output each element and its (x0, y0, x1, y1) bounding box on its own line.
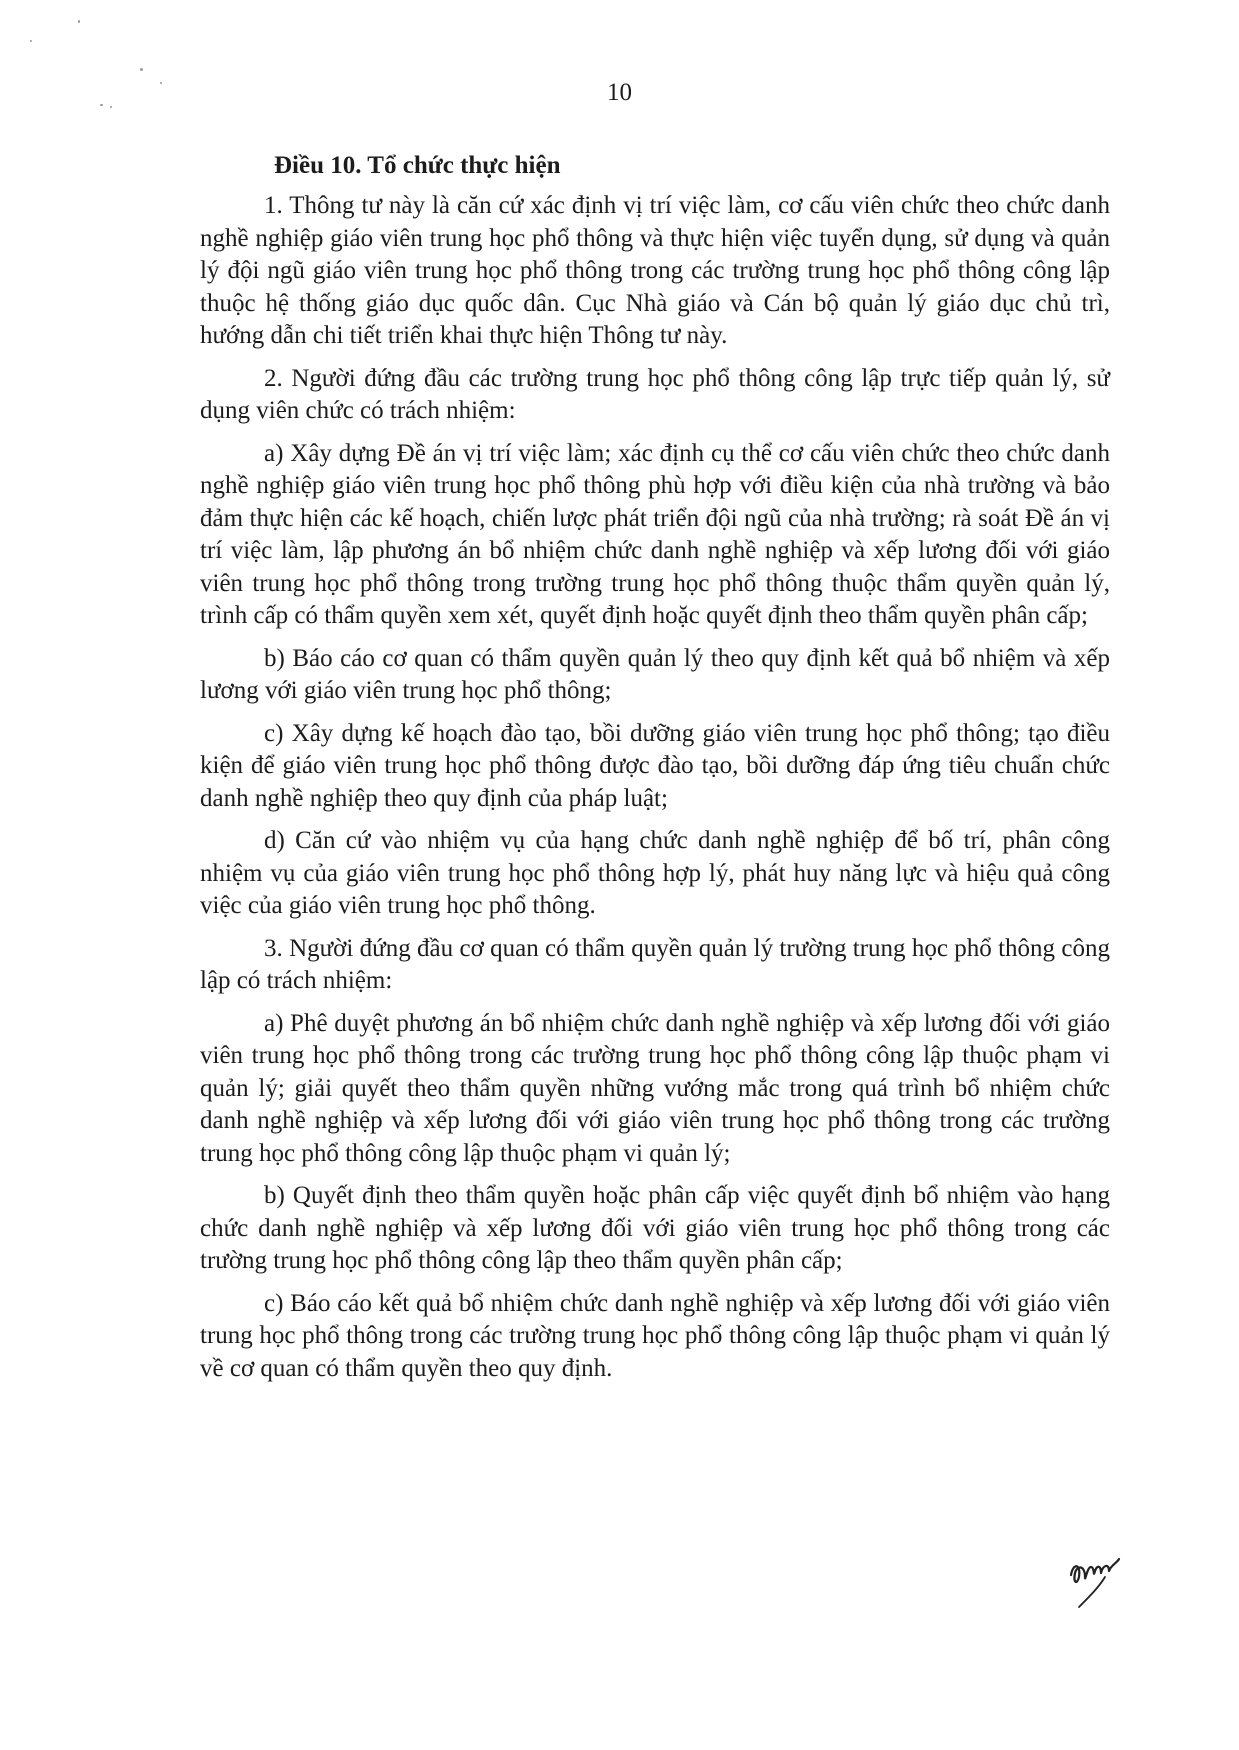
scan-speck (30, 40, 32, 42)
scan-speck (78, 20, 80, 23)
paragraph-2c: c) Xây dựng kế hoạch đào tạo, bồi dưỡng giáo viên trung học phổ thông; tạo điều kiện để giáo viên trung học phổ thông được đào tạo, bồi dưỡng đáp ứng tiêu chuẩn chức danh nghề nghiệp theo quy định của pháp luật; (200, 719, 1110, 812)
paragraph-2a: a) Xây dựng Đề án vị trí việc làm; xác định cụ thể cơ cấu viên chức theo chức danh nghề nghiệp giáo viên trung học phổ thông phù hợp với điều kiện của nhà trường và bảo đảm thực hiện các kế hoạch, chiến lược phát triển đội ngũ của nhà trường; rà soát Đề án vị trí việc làm, lập phương án bổ nhiệm chức danh nghề nghiệp và xếp lương đối với giáo viên trung học phổ thông trong trường trung học phổ thông thuộc thẩm quyền quản lý, trình cấp có thẩm quyền xem xét, quyết định hoặc quyết định theo thẩm quyền phân cấp; (200, 439, 1110, 629)
paragraph-3c: c) Báo cáo kết quả bổ nhiệm chức danh nghề nghiệp và xếp lương đối với giáo viên trung học phổ thông trong các trường trung học phổ thông công lập thuộc phạm vi quản lý về cơ quan có thẩm quyền theo quy định. (200, 1289, 1110, 1382)
paragraph-3a: a) Phê duyệt phương án bổ nhiệm chức danh nghề nghiệp và xếp lương đối với giáo viên trung học phổ thông trong các trường trung học phổ thông công lập thuộc phạm vi quản lý; giải quyết theo thẩm quyền những vướng mắc trong quá trình bổ nhiệm chức danh nghề nghiệp và xếp lương đối với giáo viên trung học phổ thông trong các trường trung học phổ thông công lập thuộc phạm vi quản lý; (200, 1009, 1110, 1167)
paragraph-2b: b) Báo cáo cơ quan có thẩm quyền quản lý theo quy định kết quả bổ nhiệm và xếp lương với giáo viên trung học phổ thông; (200, 644, 1110, 704)
article-heading: Điều 10. Tổ chức thực hiện (274, 152, 561, 179)
scan-speck (140, 68, 143, 71)
paragraph-2: 2. Người đứng đầu các trường trung học phổ thông công lập trực tiếp quản lý, sử dụng viên chức có trách nhiệm: (200, 364, 1110, 424)
paragraph-3: 3. Người đứng đầu cơ quan có thẩm quyền quản lý trường trung học phổ thông công lập có trách nhiệm: (200, 934, 1110, 994)
paragraph-1: 1. Thông tư này là căn cứ xác định vị trí việc làm, cơ cấu viên chức theo chức danh nghề nghiệp giáo viên trung học phổ thông và thực hiện việc tuyển dụng, sử dụng và quản lý đội ngũ giáo viên trung học phổ thông trong các trường trung học phổ thông công lập thuộc hệ thống giáo dục quốc dân. Cục Nhà giáo và Cán bộ quản lý giáo dục chủ trì, hướng dẫn chi tiết triển khai thực hiện Thông tư này. (200, 192, 1110, 349)
document-body (200, 150, 1110, 1395)
paragraph-2d: d) Căn cứ vào nhiệm vụ của hạng chức danh nghề nghiệp để bố trí, phân công nhiệm vụ của giáo viên trung học phổ thông hợp lý, phát huy năng lực và hiệu quả công việc của giáo viên trung học phổ thông. (200, 827, 1110, 919)
page-number: 10 (607, 79, 632, 106)
paragraph-3b: b) Quyết định theo thẩm quyền hoặc phân cấp việc quyết định bổ nhiệm vào hạng chức danh nghề nghiệp và xếp lương đối với giáo viên trung học phổ thông trong các trường trung học phổ thông công lập theo thẩm quyền phân cấp; (200, 1182, 1110, 1274)
initials-signature (1065, 1555, 1125, 1615)
